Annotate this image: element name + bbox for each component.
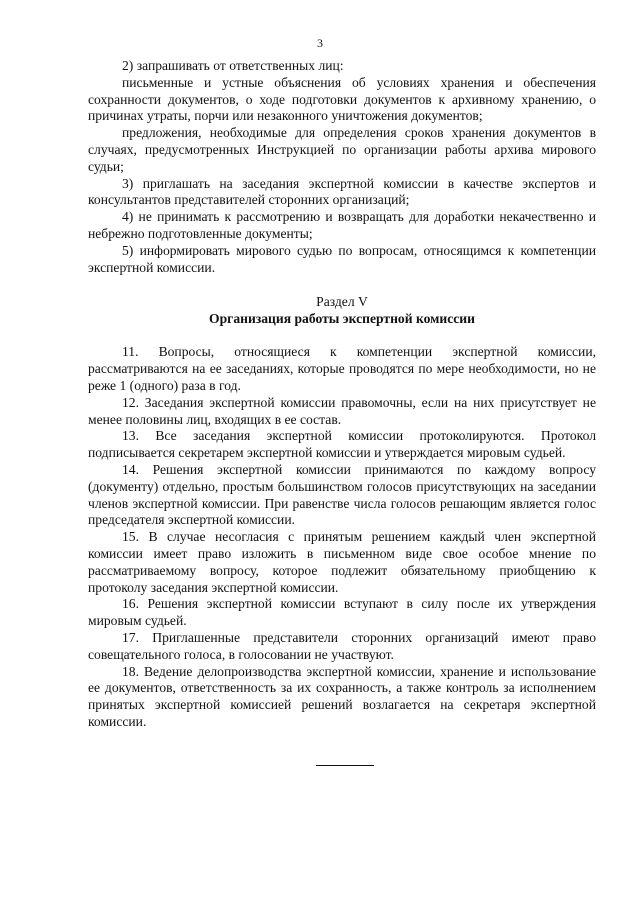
clause-14: 14. Решения экспертной комиссии принимаются по каждому вопросу (документу) отдельно, простым большинством голосов присутствующих на заседании членов экспертной комиссии. При равенстве числа голосов решающим является голос председателя экспертной комиссии.: [88, 461, 596, 528]
clause-15: 15. В случае несогласия с принятым решением каждый член экспертной комиссии имеет право изложить в письменном виде свое особое мнение по рассматриваемому вопросу, которое подлежит обязательному приобщению к протоколу заседания экспертной комиссии.: [88, 529, 596, 595]
list-item-inform: 5) информировать мирового судью по вопросам, относящимся к компетенции экспертной комиссии.: [88, 242, 596, 275]
clause-17: 17. Приглашенные представители сторонних организаций имеют право совещательного голоса, в голосовании не участвуют.: [88, 629, 596, 662]
list-item-explanations: письменные и устные объяснения об условиях хранения и обеспечения сохранности документов, о ходе подготовки документов к архивному хранению, о причинах утраты, порчи или незаконного уничтожения документов;: [88, 74, 596, 124]
section-number: Раздел V: [316, 294, 368, 310]
clause-18: 18. Ведение делопроизводства экспертной комиссии, хранение и использование ее документов, ответственность за их сохранность, а также контроль за исполнением принятых экспертной комиссией решений возлагается на секретаря экспертной комиссии.: [88, 663, 596, 729]
section-title: Организация работы экспертной комиссии: [209, 311, 475, 327]
end-divider: [316, 765, 374, 766]
clause-13: 13. Все заседания экспертной комиссии протоколируются. Протокол подписывается секретарем экспертной комиссии и утверждается мировым судьей.: [88, 428, 596, 461]
clause-11: 11. Вопросы, относящиеся к компетенции экспертной комиссии, рассматриваются на ее заседаниях, которые проводятся по мере необходимости, но не реже 1 (одного) раза в год.: [88, 344, 596, 393]
list-item-proposals: предложения, необходимые для определения сроков хранения документов в случаях, предусмотренных Инструкцией по организации работы архива мирового судьи;: [88, 125, 596, 174]
clause-12: 12. Заседания экспертной комиссии правомочны, если на них присутствует не менее половины лиц, входящих в ее состав.: [88, 394, 596, 427]
list-item-request: 2) запрашивать от ответственных лиц:: [122, 58, 344, 73]
list-item-invite: 3) приглашать на заседания экспертной комиссии в качестве экспертов и консультантов представителей сторонних организаций;: [88, 175, 596, 208]
document-body: [88, 58, 596, 731]
section-spacer: [88, 327, 596, 344]
clause-16: 16. Решения экспертной комиссии вступают в силу после их утверждения мировым судьей.: [88, 596, 596, 629]
list-item-reject: 4) не принимать к рассмотрению и возвращать для доработки некачественно и небрежно подготовленные документы;: [88, 209, 596, 241]
page-number: 3: [317, 36, 323, 50]
section-heading: [88, 293, 596, 327]
